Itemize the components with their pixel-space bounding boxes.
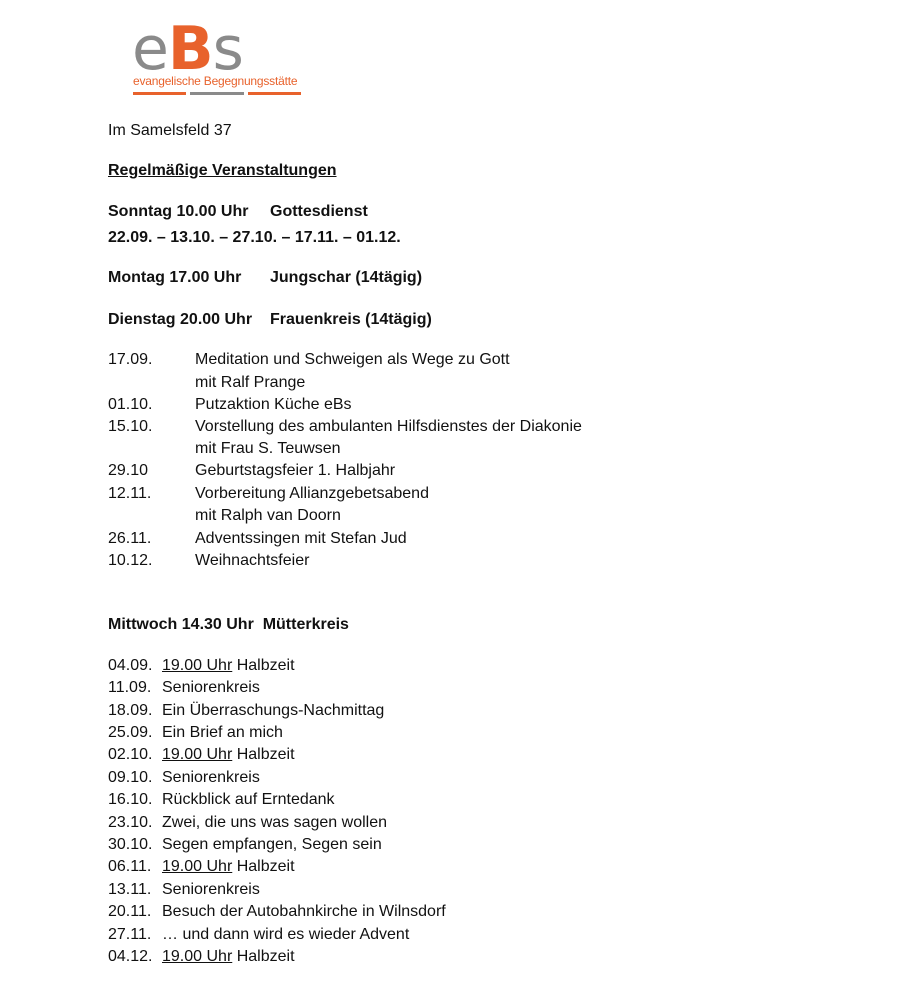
logo-bar bbox=[190, 92, 243, 95]
wednesday-entry bbox=[108, 813, 387, 833]
entry-date: 18.09. bbox=[108, 702, 153, 719]
logo-letter-b: B bbox=[167, 14, 213, 84]
entry-date: 06.11. bbox=[108, 858, 152, 875]
entry-text: Adventssingen mit Stefan Jud bbox=[195, 530, 407, 547]
entry-date: 26.11. bbox=[108, 530, 152, 547]
entry-time: 19.00 Uhr bbox=[162, 657, 233, 674]
logo-subtitle: evangelische Begegnungsstätte bbox=[133, 74, 298, 88]
entry-date: 01.10. bbox=[108, 396, 153, 413]
entry-text: Ein Brief an mich bbox=[162, 724, 283, 741]
monday-event: Jungschar (14tägig) bbox=[270, 269, 423, 286]
logo-bar bbox=[248, 92, 301, 95]
address: Im Samelsfeld 37 bbox=[108, 122, 232, 139]
wednesday-entry bbox=[108, 880, 260, 900]
monday-time: Montag 17.00 Uhr bbox=[108, 269, 242, 286]
entry-date: 23.10. bbox=[108, 814, 153, 831]
entry-date: 04.09. bbox=[108, 657, 153, 674]
entry-time: 19.00 Uhr bbox=[162, 858, 233, 875]
wednesday-time: Mittwoch 14.30 Uhr bbox=[108, 616, 254, 633]
entry-date: 12.11. bbox=[108, 485, 152, 502]
entry-time: 19.00 Uhr bbox=[162, 948, 233, 965]
entry-text: Segen empfangen, Segen sein bbox=[162, 836, 382, 853]
entry-date: 29.10 bbox=[108, 462, 149, 479]
entry-text: mit Ralf Prange bbox=[195, 374, 306, 391]
entry-text: Geburtstagsfeier 1. Halbjahr bbox=[195, 462, 396, 479]
entry-date: 17.09. bbox=[108, 351, 153, 368]
entry-text: Seniorenkreis bbox=[162, 769, 260, 786]
entry-text: Putzaktion Küche eBs bbox=[195, 396, 352, 413]
entry-date: 02.10. bbox=[108, 746, 153, 763]
entry-text: Vorbereitung Allianzgebetsabend bbox=[195, 485, 429, 502]
entry-text: Seniorenkreis bbox=[162, 679, 260, 696]
wednesday-entry bbox=[108, 745, 295, 765]
entry-text: Meditation und Schweigen als Wege zu Gott bbox=[195, 351, 510, 368]
tuesday-time: Dienstag 20.00 Uhr bbox=[108, 311, 253, 328]
entry-text: Halbzeit bbox=[236, 746, 295, 763]
logo-bar bbox=[133, 92, 186, 95]
logo-wordmark bbox=[132, 16, 243, 82]
entry-date: 27.11. bbox=[108, 926, 152, 943]
entry-text: … und dann wird es wieder Advent bbox=[162, 926, 410, 943]
wednesday-entry bbox=[108, 925, 409, 945]
sunday-dates: 22.09. – 13.10. – 27.10. – 17.11. – 01.12. bbox=[108, 229, 401, 246]
entry-text: Halbzeit bbox=[236, 948, 295, 965]
entry-text: Ein Überraschungs-Nachmittag bbox=[162, 702, 385, 719]
entry-date: 11.09. bbox=[108, 679, 152, 696]
entry-date: 10.12. bbox=[108, 552, 153, 569]
entry-date: 13.11. bbox=[108, 881, 152, 898]
entry-text: Vorstellung des ambulanten Hilfsdienstes der Diakonie bbox=[195, 418, 582, 435]
wednesday-entry bbox=[108, 723, 283, 743]
entry-date: 25.09. bbox=[108, 724, 153, 741]
entry-text: Halbzeit bbox=[236, 657, 295, 674]
sunday-event: Gottesdienst bbox=[270, 203, 368, 220]
logo-letter-s: s bbox=[212, 14, 243, 84]
wednesday-entry bbox=[108, 656, 295, 676]
wednesday-heading bbox=[108, 615, 349, 635]
logo-letter-e: e bbox=[132, 14, 168, 84]
wednesday-event: Mütterkreis bbox=[262, 616, 349, 633]
entry-text: Seniorenkreis bbox=[162, 881, 260, 898]
entry-date: 15.10. bbox=[108, 418, 153, 435]
entry-text: Zwei, die uns was sagen wollen bbox=[162, 814, 388, 831]
section-title: Regelmäßige Veranstaltungen bbox=[108, 162, 337, 179]
wednesday-entry bbox=[108, 835, 382, 855]
wednesday-entry bbox=[108, 678, 260, 698]
entry-text: Halbzeit bbox=[236, 858, 295, 875]
entry-date: 20.11. bbox=[108, 903, 152, 920]
entry-text: Weihnachtsfeier bbox=[195, 552, 310, 569]
entry-date: 16.10. bbox=[108, 791, 153, 808]
wednesday-entry bbox=[108, 790, 335, 810]
wednesday-entry bbox=[108, 857, 295, 877]
wednesday-entry bbox=[108, 701, 384, 721]
wednesday-entry bbox=[108, 947, 295, 967]
wednesday-entry bbox=[108, 902, 446, 922]
logo-underline-bars bbox=[133, 92, 301, 96]
entry-date: 30.10. bbox=[108, 836, 153, 853]
entry-text: mit Ralph van Doorn bbox=[195, 507, 341, 524]
ebs-logo bbox=[132, 14, 302, 98]
entry-date: 04.12. bbox=[108, 948, 153, 965]
tuesday-event: Frauenkreis (14tägig) bbox=[270, 311, 432, 328]
wednesday-entry bbox=[108, 768, 260, 788]
sunday-time: Sonntag 10.00 Uhr bbox=[108, 203, 249, 220]
entry-text: Rückblick auf Erntedank bbox=[162, 791, 335, 808]
entry-text: mit Frau S. Teuwsen bbox=[195, 440, 341, 457]
entry-time: 19.00 Uhr bbox=[162, 746, 233, 763]
entry-date: 09.10. bbox=[108, 769, 153, 786]
entry-text: Besuch der Autobahnkirche in Wilnsdorf bbox=[162, 903, 446, 920]
